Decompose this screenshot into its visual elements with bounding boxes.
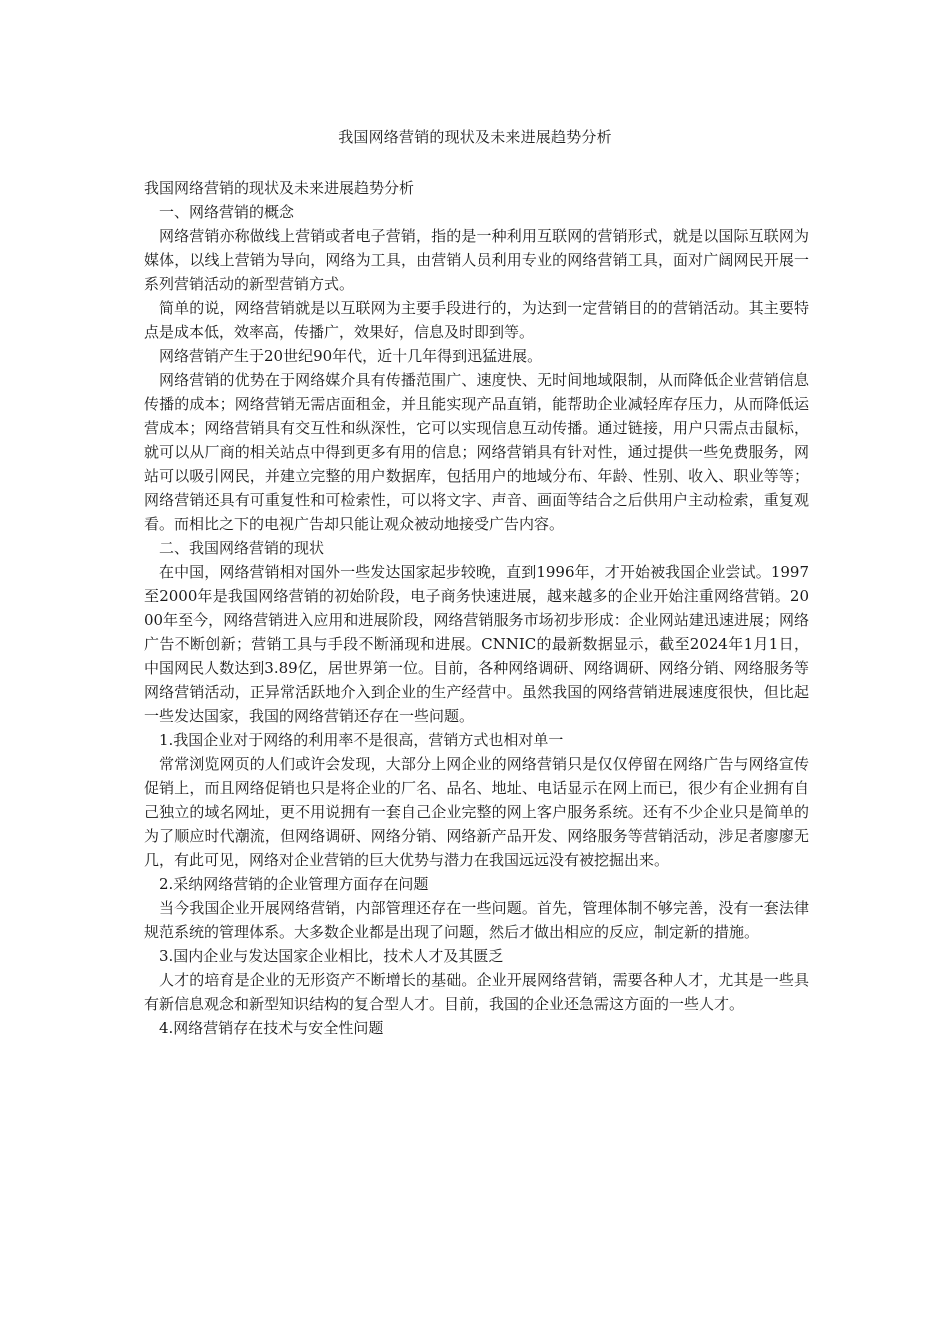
paragraph-simple-explanation: 简单的说，网络营销就是以互联网为主要手段进行的，为达到一定营销目的的营销活动。其主要特点是成本低，效率高，传播广，效果好，信息及时即到等。 xyxy=(144,299,809,341)
paragraph-utilization: 常常浏览网页的人们或许会发现，大部分上网企业的网络营销只是仅仅停留在网络广告与网络宣传促销上，而且网络促销也只是将企业的厂名、品名、地址、电话显示在网上而已，很少有企业拥有自己独立的域名网址，更不用说拥有一套自己企业完整的网上客户服务系统。还有不少企业只是简单的为了顺应时代潮流，但网络调研、网络分销、网络新产品开发、网络服务等营销活动，涉足者廖廖无几，有此可见，网络对企业营销的巨大优势与潜力在我国远远没有被挖掘出来。 xyxy=(144,755,809,869)
paragraph-advantages: 网络营销的优势在于网络媒介具有传播范围广、速度快、无时间地域限制，从而降低企业营销信息传播的成本；网络营销无需店面租金，并且能实现产品直销，能帮助企业减轻库存压力，从而降低运营成本；网络营销具有交互性和纵深性，它可以实现信息互动传播。通过链接，用户只需点击鼠标，就可以从厂商的相关站点中得到更多有用的信息；网络营销具有针对性，通过提供一些免费服务，网站可以吸引网民，并建立完整的用户数据库，包括用户的地域分布、年龄、性别、收入、职业等等；网络营销还具有可重复性和可检索性，可以将文字、声音、画面等结合之后供用户主动检索，重复观看。而相比之下的电视广告却只能让观众被动地接受广告内容。 xyxy=(144,371,809,533)
subheading-security: 4.网络营销存在技术与安全性问题 xyxy=(159,1019,384,1037)
subheading-utilization: 1.我国企业对于网络的利用率不是很高，营销方式也相对单一 xyxy=(159,731,564,749)
document-title: 我国网络营销的现状及未来进展趋势分析 xyxy=(338,128,612,146)
section-heading-status: 二、我国网络营销的现状 xyxy=(159,539,325,557)
paragraph-management: 当今我国企业开展网络营销，内部管理还存在一些问题。首先，管理体制不够完善，没有一套法律规范系统的管理体系。大多数企业都是出现了问题，然后才做出相应的反应，制定新的措施。 xyxy=(144,899,809,941)
section-heading-concept: 一、网络营销的概念 xyxy=(159,203,295,221)
lead-title: 我国网络营销的现状及未来进展趋势分析 xyxy=(144,179,415,197)
paragraph-status: 在中国，网络营销相对国外一些发达国家起步较晚，直到1996年，才开始被我国企业尝试。1997至2000年是我国网络营销的初始阶段，电子商务快速进展，越来越多的企业开始注重网络营销。2000年至今，网络营销进入应用和进展阶段，网络营销服务市场初步形成：企业网站建迅速进展；网络广告不断创新；营销工具与手段不断涌现和进展。CNNIC的最新数据显示，截至2024年1月1日，中国网民人数达到3.89亿，居世界第一位。目前，各种网络调研、网络调研、网络分销、网络服务等网络营销活动，正异常活跃地介入到企业的生产经营中。虽然我国的网络营销进展速度很快，但比起一些发达国家，我国的网络营销还存在一些问题。 xyxy=(144,563,809,725)
paragraph-origin: 网络营销产生于20世纪90年代，近十几年得到迅猛进展。 xyxy=(159,347,543,365)
paragraph-definition: 网络营销亦称做线上营销或者电子营销，指的是一种利用互联网的营销形式，就是以国际互联网为媒体，以线上营销为导向，网络为工具，由营销人员利用专业的网络营销工具，面对广阔网民开展一系列营销活动的新型营销方式。 xyxy=(144,227,809,293)
subheading-talent: 3.国内企业与发达国家企业相比，技术人才及其匮乏 xyxy=(159,947,504,965)
paragraph-talent: 人才的培育是企业的无形资产不断增长的基础。企业开展网络营销，需要各种人才，尤其是一些具有新信息观念和新型知识结构的复合型人才。目前，我国的企业还急需这方面的一些人才。 xyxy=(144,971,809,1013)
subheading-management: 2.采纳网络营销的企业管理方面存在问题 xyxy=(159,875,429,893)
document-body xyxy=(144,176,809,1040)
